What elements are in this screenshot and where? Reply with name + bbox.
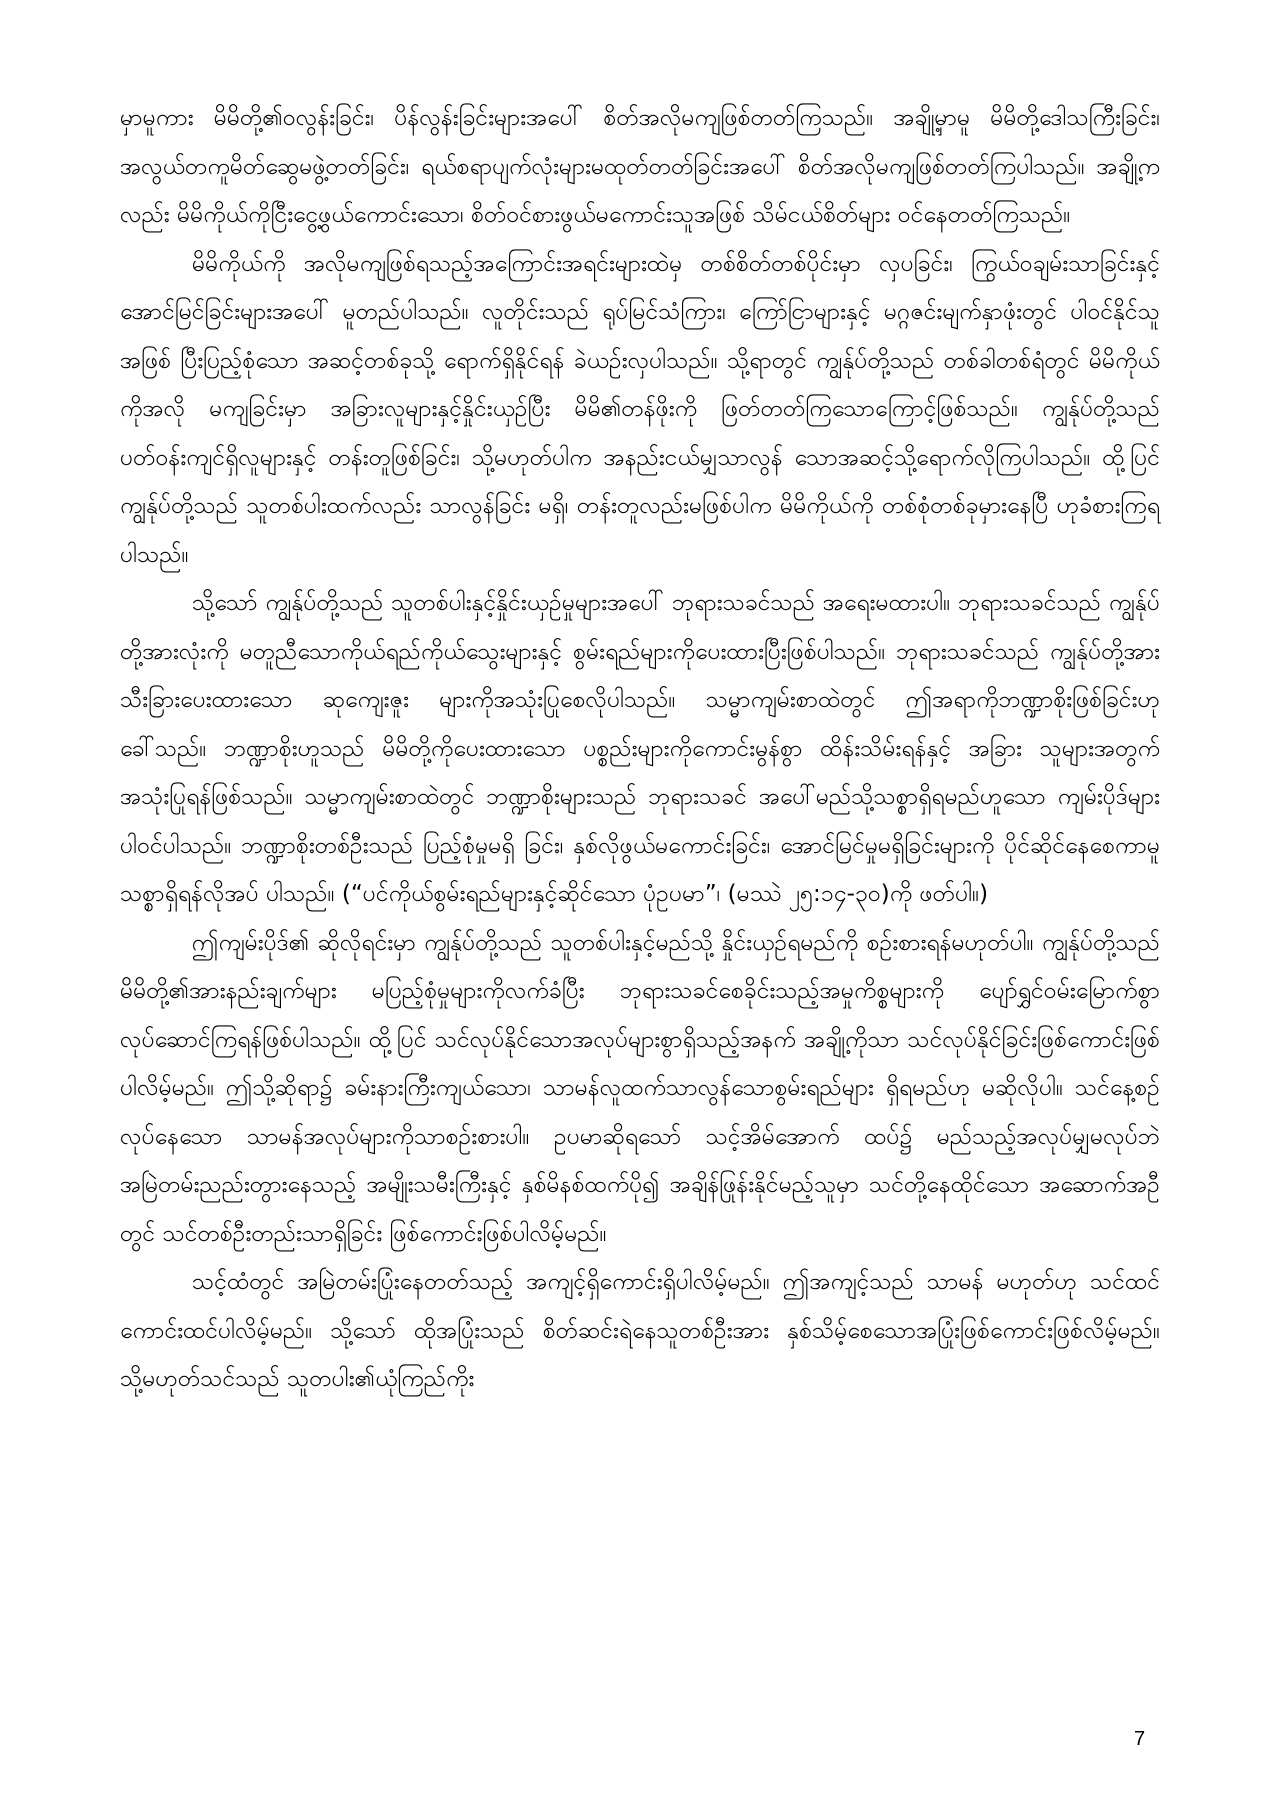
paragraph-1: မှာမူကား မိမိတို့၏ဝလွန်းခြင်း၊ ပိန်လွန်းခြင်းများအပေါ် စိတ်အလိုမကျဖြစ်တတ်ကြသည်။ အချို့မှာမူ မိမိတို့ဒေါသကြီးခြင်း၊ အလွယ်တကူမိတ်ဆွေမဖွဲ့တတ်ခြင်း၊ ရယ်စရာပျက်လုံးများမထုတ်တတ်ခြင်းအပေါ် စိတ်အလိုမကျဖြစ်တတ်ကြပါသည်။ အချို့ကလည်း မိမိကိုယ်ကိုငြီးငွေ့ဖွယ်ကောင်းသော၊ စိတ်ဝင်စားဖွယ်မကောင်းသူအဖြစ် သိမ်ငယ်စိတ်များ ဝင်နေတတ်ကြသည်။ bbox=[120, 105, 1160, 228]
paragraph-3: သို့သော် ကျွန်ုပ်တို့သည် သူတစ်ပါးနှင့်နှိုင်းယှဉ်မှုများအပေါ် ဘုရားသခင်သည် အရေးမထားပါ။ ဘုရားသခင်သည် ကျွန်ုပ်တို့အားလုံးကို မတူညီသောကိုယ်ရည်ကိုယ်သွေးများနှင့် စွမ်းရည်များကိုပေးထားပြီးဖြစ်ပါသည်။ ဘုရားသခင်သည် ကျွန်ုပ်တို့အား သီးခြားပေးထားသော ဆုကျေးဇူး များကိုအသုံးပြုစေလိုပါသည်။ သမ္မာကျမ်းစာထဲတွင် ဤအရာကိုဘဏ္ဍာစိုးဖြစ်ခြင်းဟု ခေါ်သည်။ ဘဏ္ဍာစိုးဟူသည် မိမိတို့ကိုပေးထားသော ပစ္စည်းများကိုကောင်းမွန်စွာ ထိန်းသိမ်းရန်နှင့် အခြား သူများအတွက်အသုံးပြုရန်ဖြစ်သည်။ သမ္မာကျမ်းစာထဲတွင် ဘဏ္ဍာစိုးများသည် ဘုရားသခင် အပေါ်မည်သို့သစ္စာရှိရမည်ဟူသော ကျမ်းပိုဒ်များပါဝင်ပါသည်။ ဘဏ္ဍာစိုးတစ်ဦးသည် ပြည့်စုံမှုမရှိ ခြင်း၊ နှစ်လိုဖွယ်မကောင်းခြင်း၊ အောင်မြင်မှုမရှိခြင်းများကို ပိုင်ဆိုင်နေစေကာမူ သစ္စာရှိရန်လိုအပ် ပါသည်။ (“ပင်ကိုယ်စွမ်းရည်များနှင့်ဆိုင်သော ပုံဥပမာ”၊ (မဿဲ ၂၅:၁၄-၃၀)ကို ဖတ်ပါ။) bbox=[120, 590, 1160, 907]
paragraph-5: သင့်ထံတွင် အမြဲတမ်းပြုံးနေတတ်သည့် အကျင့်ရှိကောင်းရှိပါလိမ့်မည်။ ဤအကျင့်သည် သာမန် မဟုတ်ဟု သင်ထင်ကောင်းထင်ပါလိမ့်မည်။ သို့သော် ထိုအပြုံးသည် စိတ်ဆင်းရဲနေသူတစ်ဦးအား နှစ်သိမ့်စေသောအပြုံးဖြစ်ကောင်းဖြစ်လိမ့်မည်။ သို့မဟုတ်သင်သည် သူတပါး၏ယုံကြည်ကိုး bbox=[120, 1269, 1160, 1392]
document-page bbox=[120, 94, 1160, 1404]
paragraph-2: မိမိကိုယ်ကို အလိုမကျဖြစ်ရသည့်အကြောင်းအရင်းများထဲမှ တစ်စိတ်တစ်ပိုင်းမှာ လှပခြင်း၊ ကြွယ်ဝချမ်းသာခြင်းနှင့် အောင်မြင်ခြင်းများအပေါ် မူတည်ပါသည်။ လူတိုင်းသည် ရုပ်မြင်သံကြား၊ ကြော်ငြာများနှင့် မဂ္ဂဇင်းမျက်နှာဖုံးတွင် ပါဝင်နိုင်သူအဖြစ် ပြီးပြည့်စုံသော အဆင့်တစ်ခုသို့ ရောက်ရှိနိုင်ရန် ခဲယဉ်းလှပါသည်။ သို့ရာတွင် ကျွန်ုပ်တို့သည် တစ်ခါတစ်ရံတွင် မိမိကိုယ်ကိုအလို မကျခြင်းမှာ အခြားလူများနှင့်နှိုင်းယှဉ်ပြီး မိမိ၏တန်ဖိုးကို ဖြတ်တတ်ကြသောကြောင့်ဖြစ်သည်။ ကျွန်ုပ်တို့သည် ပတ်ဝန်းကျင်ရှိလူများနှင့် တန်းတူဖြစ်ခြင်း၊ သို့မဟုတ်ပါက အနည်းငယ်မျှသာလွန် သောအဆင့်သို့ရောက်လိုကြပါသည်။ ထို့ပြင် ကျွန်ုပ်တို့သည် သူတစ်ပါးထက်လည်း သာလွန်ခြင်း မရှိ၊ တန်းတူလည်းမဖြစ်ပါက မိမိကိုယ်ကို တစ်စုံတစ်ခုမှားနေပြီ ဟုခံစားကြရပါသည်။ bbox=[120, 250, 1160, 568]
page-number: 7 bbox=[1134, 1728, 1146, 1750]
paragraph-4: ဤကျမ်းပိုဒ်၏ ဆိုလိုရင်းမှာ ကျွန်ုပ်တို့သည် သူတစ်ပါးနှင့်မည်သို့ နှိုင်းယှဉ်ရမည်ကို စဉ်းစားရန်မဟုတ်ပါ။ ကျွန်ုပ်တို့သည် မိမိတို့၏အားနည်းချက်များ မပြည့်စုံမှုများကိုလက်ခံပြီး ဘုရားသခင်စေခိုင်းသည့်အမှုကိစ္စများကို ပျော်ရွှင်ဝမ်းမြောက်စွာ လုပ်ဆောင်ကြရန်ဖြစ်ပါသည်။ ထို့ပြင် သင်လုပ်နိုင်သောအလုပ်များစွာရှိသည့်အနက် အချို့ကိုသာ သင်လုပ်နိုင်ခြင်းဖြစ်ကောင်းဖြစ်ပါလိမ့်မည်။ ဤသို့ဆိုရာ၌ ခမ်းနားကြီးကျယ်သော၊ သာမန်လူထက်သာလွန်သောစွမ်းရည်များ ရှိရမည်ဟု မဆိုလိုပါ။ သင်နေ့စဉ်လုပ်နေသော သာမန်အလုပ်များကိုသာစဉ်းစားပါ။ ဥပမာဆိုရသော် သင့်အိမ်အောက် ထပ်၌ မည်သည့်အလုပ်မျှမလုပ်ဘဲ အမြဲတမ်းညည်းတွားနေသည့် အမျိုးသမီးကြီးနှင့် နှစ်မိနစ်ထက်ပို၍ အချိန်ဖြုန်းနိုင်မည့်သူမှာ သင်တို့နေထိုင်သော အဆောက်အဦတွင် သင်တစ်ဦးတည်းသာရှိခြင်း ဖြစ်ကောင်းဖြစ်ပါလိမ့်မည်။ bbox=[120, 929, 1160, 1247]
